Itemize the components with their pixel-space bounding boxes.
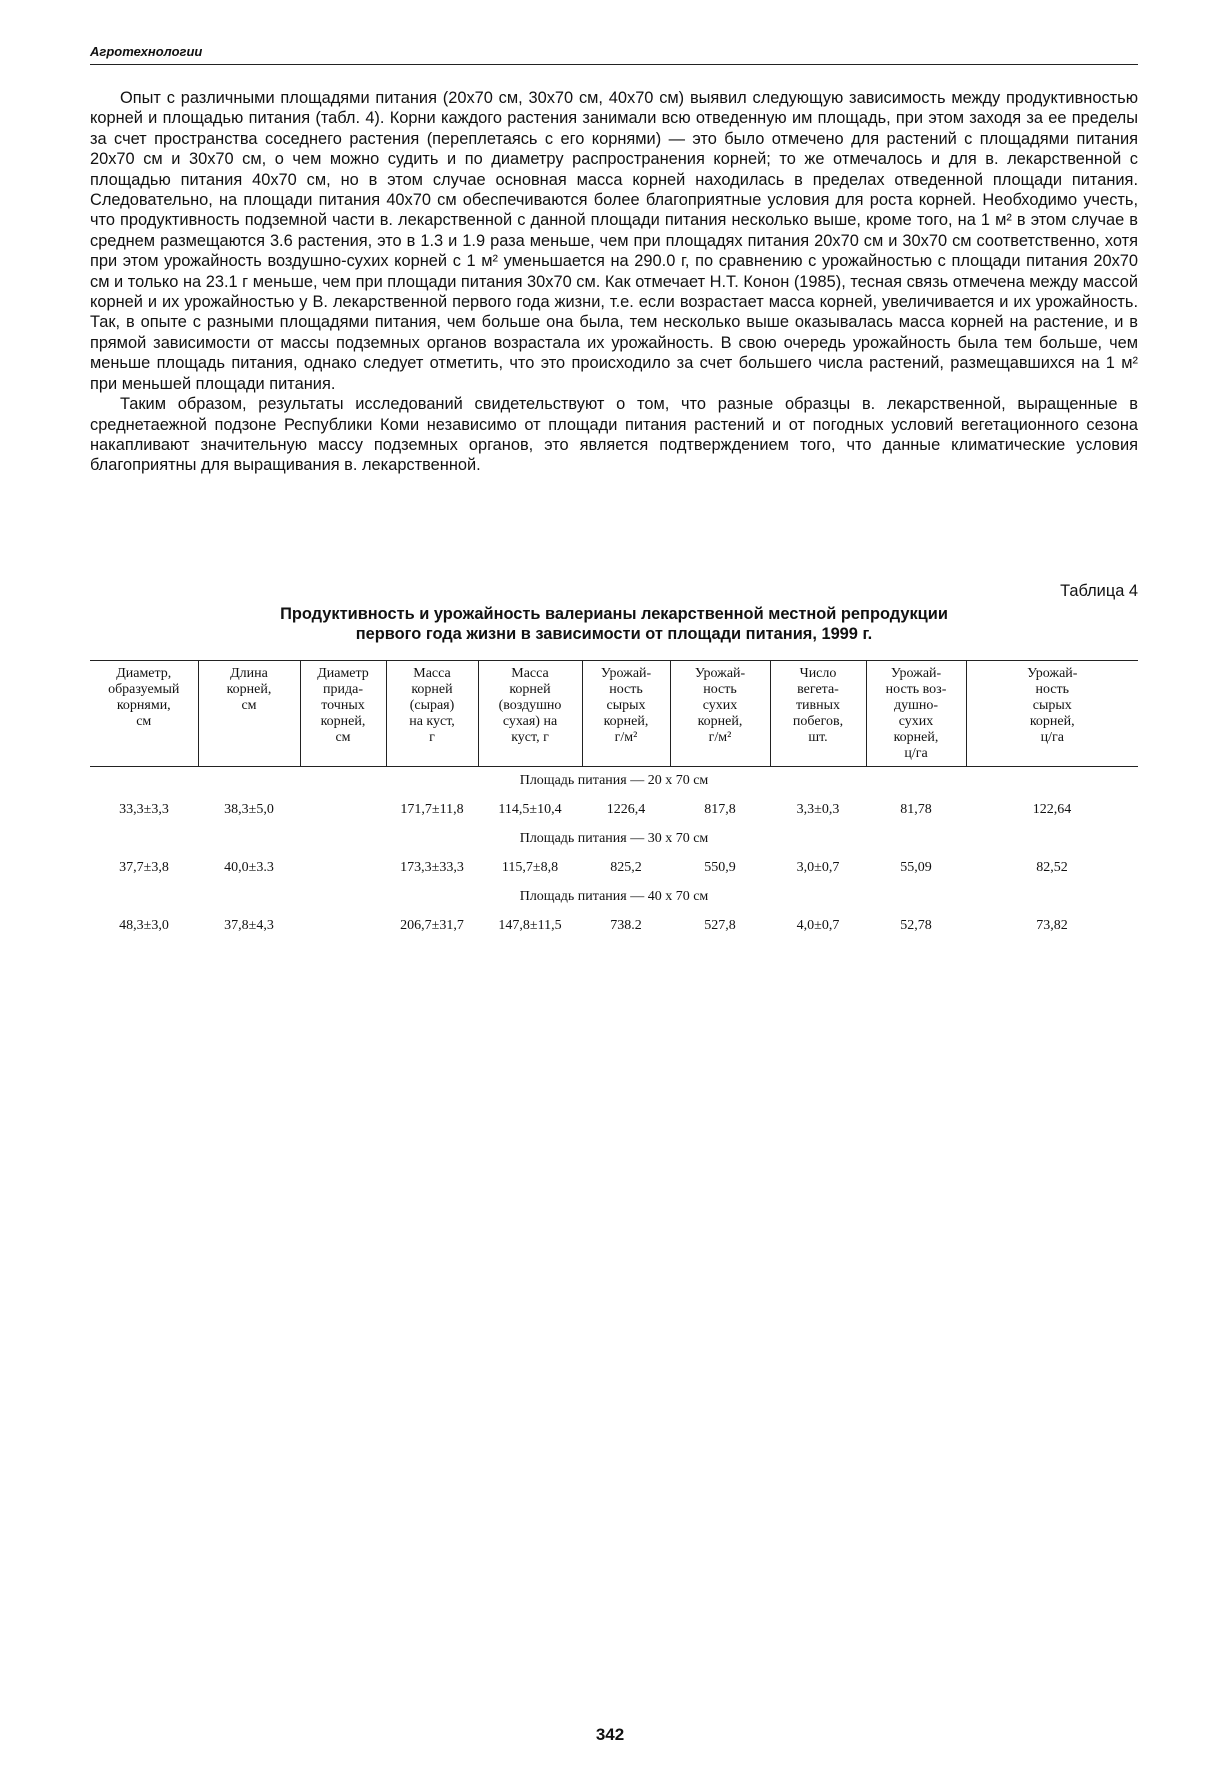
- column-header-line: корней,: [320, 714, 366, 729]
- column-header-line: ность: [1035, 682, 1070, 697]
- table-cell: [300, 911, 386, 941]
- column-header-line: корней: [509, 682, 551, 697]
- table-cell: 48,3±3,0: [119, 918, 169, 933]
- column-header: [582, 661, 670, 767]
- column-header-line: душно-: [893, 698, 939, 713]
- data-table: [90, 660, 1138, 941]
- table-cell: 738.2: [610, 918, 642, 933]
- column-header: [300, 661, 386, 767]
- table-cell: 147,8±11,5: [498, 918, 562, 933]
- table-cell: 73,82: [1036, 918, 1068, 933]
- column-header-line: корнями,: [116, 698, 171, 713]
- column-header-line: г: [429, 730, 435, 745]
- table-cell: 40,0±3.3: [224, 860, 274, 875]
- column-header: [966, 661, 1138, 767]
- page-number: 342: [595, 1725, 625, 1744]
- table-title-line-2: первого года жизни в зависимости от площади питания, 1999 г.: [355, 625, 873, 643]
- running-head: Агротехнологии: [90, 44, 203, 59]
- table-cell: 3,3±0,3: [796, 802, 840, 817]
- column-header: [770, 661, 866, 767]
- table-body: [90, 767, 1138, 942]
- column-header-line: прида-: [323, 682, 363, 697]
- table-cell: 1226,4: [606, 802, 646, 817]
- column-header: [386, 661, 478, 767]
- column-header-line: Масса: [413, 666, 451, 681]
- column-header-line: ность воз-: [885, 682, 947, 697]
- column-header-line: корней,: [697, 714, 743, 729]
- column-header-line: на куст,: [409, 714, 455, 729]
- column-header: [670, 661, 770, 767]
- column-header-line: образуемый: [108, 682, 180, 697]
- body-text: [90, 88, 1138, 476]
- column-header-line: ц/га: [1040, 730, 1064, 745]
- table-cell: 206,7±31,7: [400, 918, 464, 933]
- column-header-line: тивных: [795, 698, 841, 713]
- table-cell: 817,8: [704, 802, 736, 817]
- column-header-line: шт.: [808, 730, 828, 745]
- column-header-line: г/м²: [614, 730, 638, 745]
- column-header: [478, 661, 582, 767]
- table-cell: [300, 853, 386, 883]
- paragraph-2: Таким образом, результаты исследований свидетельствуют о том, что разные образцы в. лекарственной, выращенные в среднетаежной подзоне Республики Коми независимо от площади питания растений и от погодных условий вегетационного сезона накапливают значительную массу подземных органов, это является подтверждением того, что данные климатические условия благоприятны для выращивания в. лекарственной.: [90, 395, 1138, 475]
- table-cell: 82,52: [1036, 860, 1068, 875]
- table-cell: 825,2: [610, 860, 642, 875]
- table-cell: [300, 795, 386, 825]
- group-row: [90, 825, 1138, 853]
- table-cell: 4,0±0,7: [796, 918, 840, 933]
- table-cell: 122,64: [1032, 802, 1072, 817]
- table-cell: 52,78: [900, 918, 932, 933]
- table-title: [90, 604, 1138, 644]
- column-header-line: корней: [411, 682, 453, 697]
- column-header: [198, 661, 300, 767]
- column-header-line: Диаметр: [317, 666, 369, 681]
- table-cell: 527,8: [704, 918, 736, 933]
- table-cell: 171,7±11,8: [400, 802, 464, 817]
- paragraph-1: Опыт с различными площадями питания (20х70 см, 30х70 см, 40х70 см) выявил следующую зависимость между продуктивностью корней и площадью питания (табл. 4). Корни каждого растения занимали всю отведенную им площадь, при этом заходя за ее пределы за счет пространства соседнего растения (переплетаясь с его корнями) — это было отмечено для растений с площадями питания 20х70 см и 30х70 см, о чем можно судить и по диаметру распространения корней; то же отмечалось и для в. лекарственной с площадью питания 40х70 см, но в этом случае основная масса корней находилась в пределах отведенной площади питания. Следовательно, на площади питания 40х70 см обеспечиваются более благоприятные условия для роста корней. Необходимо учесть, что продуктивность подземной части в. лекарственной с данной площади питания несколько выше, кроме того, на 1 м² в этом случае в среднем размещаются 3.6 растения, это в 1.3 и 1.9 раза меньше, чем при площадях питания 20х70 см и 30х70 см соответственно, хотя при этом урожайность воздушно-сухих корней с 1 м² уменьшается на 290.0 г, по сравнению с урожайностью с площади питания 20х70 см и только на 23.1 г меньше, чем при площади питания 30х70 см. Как отмечает Н.Т. Конон (1985), тесная связь отмечена между массой корней и их урожайностью у В. лекарственной первого года жизни, т.е. если возрастает масса корней, увеличивается и их урожайность. Так, в опыте с разными площадями питания, чем больше она была, тем несколько выше оказывалась масса корней на растение, и в прямой зависимости от массы подземных органов возрастала их урожайность. В свою очередь урожайность была тем больше, чем меньше площадь питания, однако следует отметить, что это происходило за счет большего числа растений, размещавшихся на 1 м² при меньшей площади питания.: [90, 89, 1138, 393]
- table-cell: 37,8±4,3: [224, 918, 274, 933]
- column-header-line: побегов,: [792, 714, 844, 729]
- table-cell: 37,7±3,8: [119, 860, 169, 875]
- column-header-line: сырых: [1032, 698, 1072, 713]
- table-label: Таблица 4: [1060, 582, 1138, 600]
- column-header-line: корней,: [603, 714, 649, 729]
- column-header-line: г/м²: [708, 730, 732, 745]
- table-cell: 33,3±3,3: [119, 802, 169, 817]
- group-label: Площадь питания — 40 х 70 см: [519, 889, 709, 904]
- column-header-line: Урожай-: [600, 666, 652, 681]
- column-header-line: точных: [321, 698, 365, 713]
- table-cell: 115,7±8,8: [501, 860, 559, 875]
- column-header-line: сырых: [606, 698, 646, 713]
- column-header-line: Масса: [511, 666, 549, 681]
- column-header-line: Диаметр,: [116, 666, 172, 681]
- column-header-line: (воздушно: [498, 698, 562, 713]
- column-header-line: вегета-: [797, 682, 839, 697]
- table-cell: 81,78: [900, 802, 932, 817]
- column-header-line: корней,: [893, 730, 939, 745]
- group-label: Площадь питания — 30 х 70 см: [519, 831, 709, 846]
- group-row: [90, 767, 1138, 796]
- column-header-line: Число: [799, 666, 837, 681]
- column-header-line: сухих: [898, 714, 934, 729]
- column-header-line: сухая) на: [502, 714, 558, 729]
- table-title-line-1: Продуктивность и урожайность валерианы лекарственной местной репродукции: [280, 605, 948, 623]
- table-cell: 3,0±0,7: [796, 860, 840, 875]
- column-header-line: ность: [609, 682, 643, 697]
- column-header-line: Длина: [230, 666, 268, 681]
- column-header: [90, 661, 198, 767]
- table-cell: 38,3±5,0: [224, 802, 274, 817]
- column-header-line: ц/га: [904, 746, 928, 761]
- column-header-line: корней,: [1029, 714, 1075, 729]
- table-row: [90, 795, 1138, 825]
- column-header-line: ность: [703, 682, 737, 697]
- column-header-line: см: [136, 714, 152, 729]
- table-row: [90, 911, 1138, 941]
- column-header-line: см: [335, 730, 351, 745]
- group-label: Площадь питания — 20 х 70 см: [519, 773, 709, 788]
- column-header-line: см: [241, 698, 257, 713]
- group-row: [90, 883, 1138, 911]
- column-header-line: куст, г: [511, 730, 549, 745]
- column-header-line: Урожай-: [1027, 666, 1078, 681]
- table-cell: 173,3±33,3: [400, 860, 464, 875]
- table-cell: 114,5±10,4: [498, 802, 562, 817]
- header-rule: [90, 64, 1138, 65]
- column-header: [866, 661, 966, 767]
- table-cell: 550,9: [704, 860, 736, 875]
- column-header-line: Урожай-: [694, 666, 746, 681]
- column-header-line: (сырая): [409, 698, 455, 713]
- table-header-row: [90, 661, 1138, 767]
- column-header-line: сухих: [702, 698, 738, 713]
- table-cell: 55,09: [900, 860, 932, 875]
- column-header-line: корней,: [226, 682, 272, 697]
- column-header-line: Урожай-: [890, 666, 942, 681]
- table-row: [90, 853, 1138, 883]
